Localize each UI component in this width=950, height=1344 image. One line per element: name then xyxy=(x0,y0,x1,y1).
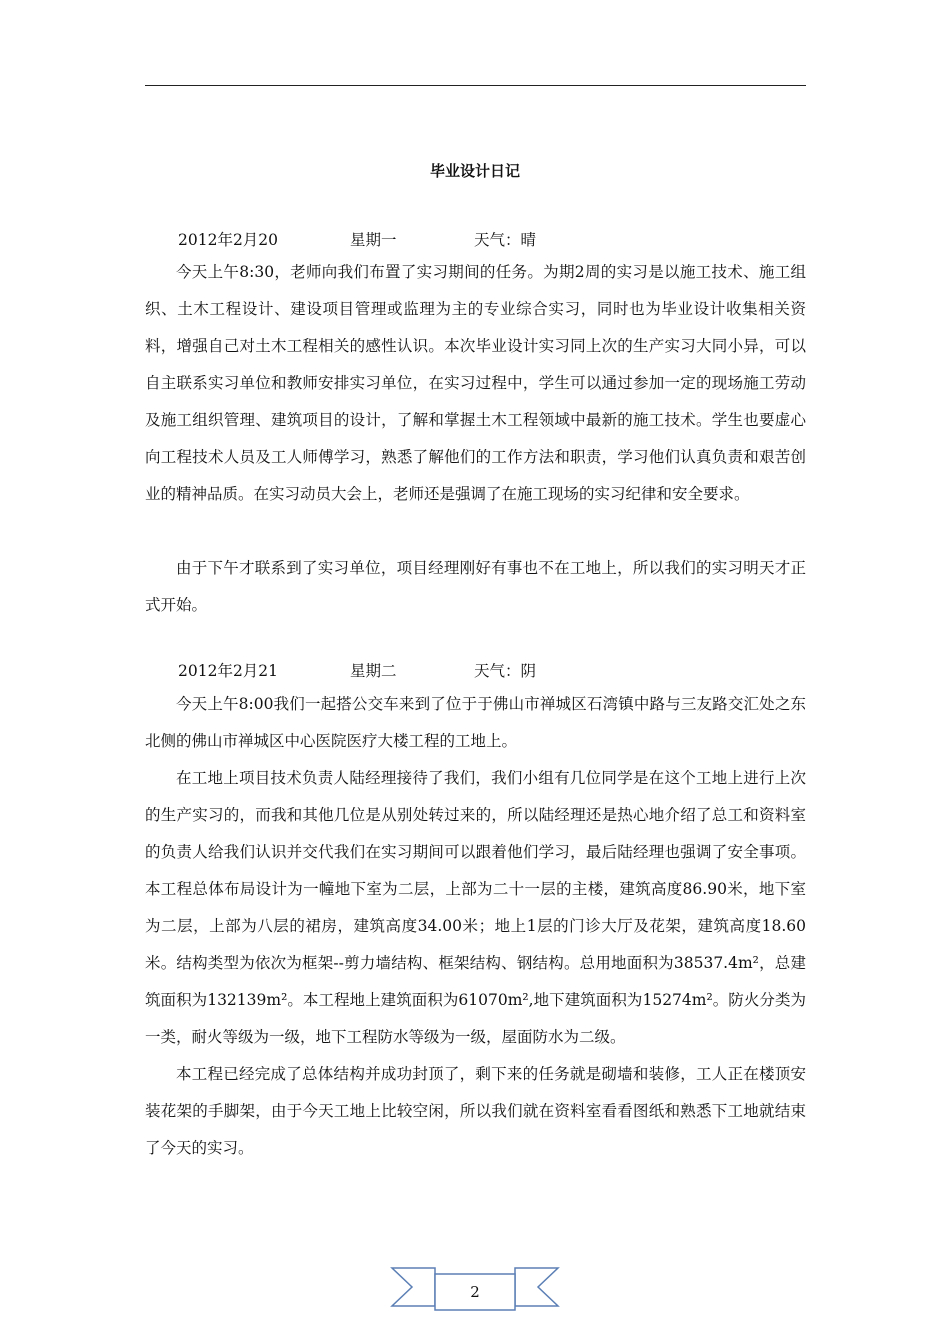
entry-weather: 天气：阴 xyxy=(474,662,537,680)
entry-weather: 天气：晴 xyxy=(474,231,537,249)
document-title: 毕业设计日记 xyxy=(429,162,520,180)
header-rule xyxy=(145,85,806,86)
paragraph: 今天上午8:00我们一起搭公交车来到了位于于佛山市禅城区石湾镇中路与三友路交汇处之东北侧的佛山市禅城区中心医院医疗大楼工程的工地上。 xyxy=(145,695,806,750)
entry-date: 2012年2月21 xyxy=(178,662,279,680)
page-number: 2 xyxy=(470,1283,480,1301)
entry-weekday: 星期一 xyxy=(350,231,397,249)
paragraph: 本工程已经完成了总体结构并成功封顶了，剩下来的任务就是砌墙和装修，工人正在楼顶安装花架的手脚架，由于今天工地上比较空闲，所以我们就在资料室看看图纸和熟悉下工地就结束了今天的实习。 xyxy=(145,1065,806,1157)
paragraph: 在工地上项目技术负责人陆经理接待了我们，我们小组有几位同学是在这个工地上进行上次的生产实习的，而我和其他几位是从别处转过来的，所以陆经理还是热心地介绍了总工和资料室的负责人给我们认识并交代我们在实习期间可以跟着他们学习，最后陆经理也强调了安全事项。本工程总体布局设计为一幢地下室为二层，上部为二十一层的主楼，建筑高度86.90米，地下室为二层，上部为八层的裙房，建筑高度34.00米；地上1层的门诊大厅及花架，建筑高度18.60米。结构类型为依次为框架--剪力墙结构、框架结构、钢结构。总用地面积为38537.4m²，总建筑面积为132139m²。本工程地上建筑面积为61070m²,地下建筑面积为15274m²。防火分类为一类，耐火等级为一级，地下工程防水等级为一级，屋面防水为二级。 xyxy=(145,769,806,1046)
entry-date: 2012年2月20 xyxy=(178,231,279,249)
paragraph: 今天上午8:30，老师向我们布置了实习期间的任务。为期2周的实习是以施工技术、施工组织、土木工程设计、建设项目管理或监理为主的专业综合实习，同时也为毕业设计收集相关资料，增强自己对土木工程相关的感性认识。本次毕业设计实习同上次的生产实习大同小异，可以自主联系实习单位和教师安排实习单位，在实习过程中，学生可以通过参加一定的现场施工劳动及施工组织管理、建筑项目的设计，了解和掌握土木工程领域中最新的施工技术。学生也要虚心向工程技术人员及工人师傅学习，熟悉了解他们的工作方法和职责，学习他们认真负责和艰苦创业的精神品质。在实习动员大会上，老师还是强调了在施工现场的实习纪律和安全要求。 xyxy=(145,263,806,503)
paragraph: 由于下午才联系到了实习单位，项目经理刚好有事也不在工地上，所以我们的实习明天才正式开始。 xyxy=(145,559,806,614)
entry-weekday: 星期二 xyxy=(350,662,397,680)
